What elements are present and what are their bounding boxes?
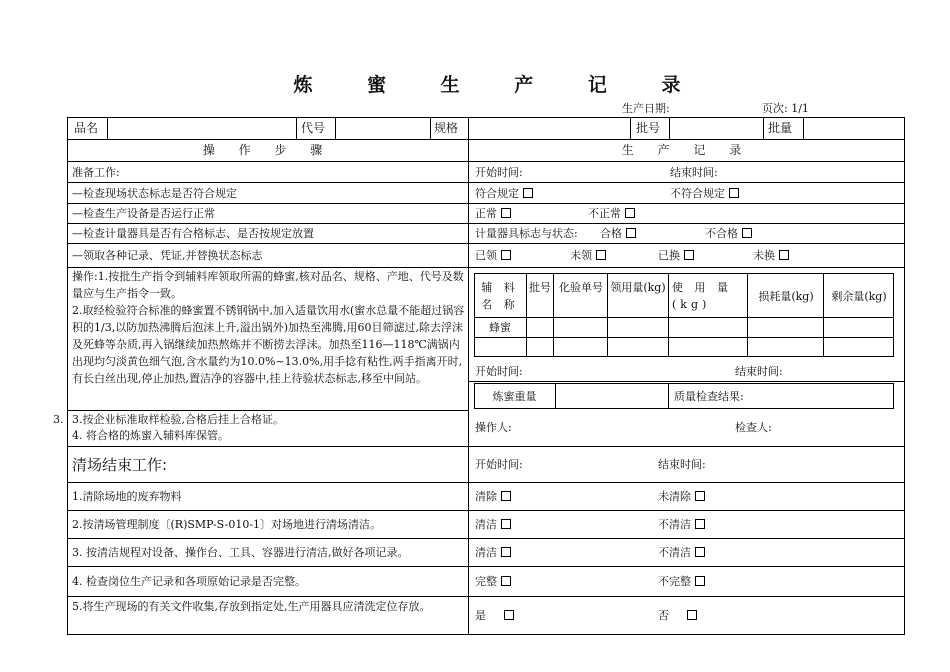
materials-header-lab-no: 化验单号 [559,281,603,294]
checkbox[interactable] [684,250,694,260]
cleanup-yes-option[interactable] [475,575,511,588]
materials-header-loss: 损耗量(kg) [758,290,814,303]
option-label: 清洁 [475,518,497,531]
checkbox[interactable] [687,610,697,620]
material-name-cell: 蜂蜜 [489,321,511,334]
materials-header-material: 辅 料 名 称 [481,281,519,311]
operation-step-4: 4. 将合格的炼蜜入辅料库保管。 [72,429,229,442]
option-label: 完整 [475,575,497,588]
option-label: 否 [658,609,669,622]
option-label: 未领 [570,249,592,262]
option-label: 未清除 [658,490,691,503]
cleanup-end-time-label: 结束时间: [658,458,706,471]
cleanup-yes-option[interactable] [475,490,511,503]
page-title: 炼 蜜 生 产 记 录 [293,74,705,96]
checkbox[interactable] [501,547,511,557]
option-label: 不完整 [658,575,691,588]
received-option[interactable] [475,249,511,262]
cleanup-no-option[interactable] [658,609,697,622]
op-end-time-label: 结束时间: [735,365,783,378]
checkbox[interactable] [695,576,705,586]
checkbox[interactable] [504,610,514,620]
checkbox[interactable] [523,188,533,198]
spec-label: 规格 [434,121,459,135]
prep-item: —检查现场状态标志是否符合规定 [72,187,237,200]
cleanup-item: 1.清除场地的废弃物料 [72,490,182,503]
operation-step-2: 2.取经检验符合标准的蜂蜜置不锈钢锅中,加入适量饮用水(蜜水总量不能超过锅容积的1/3,以防加热沸腾后泡沫上升,溢出锅外)加热至沸腾,用60目筛滤过,除去浮沫及死蜂等杂质,再入锅继续加热熬炼并不断捞去浮沫。加热至116—118℃满锅内出现均匀淡黄色细气泡,含水量约为10.0%~13.0%,用手捻有粘性,两手指离开时,有长白丝出现,停止加热,置洁净的容器中,挂上待验状态标志,移至中间站。 [72,304,465,385]
prep-start-time-label: 开始时间: [475,166,523,179]
cleanup-title: 清场结束工作: [72,456,168,474]
checkbox[interactable] [729,188,739,198]
honey-weight-field[interactable] [556,384,667,408]
unqualified-option[interactable] [705,227,752,240]
option-label: 清除 [475,490,497,503]
inspector-label: 检查人: [735,421,772,434]
cleanup-start-time-label: 开始时间: [475,458,523,471]
batch-qty-label: 批量 [768,121,793,135]
operation-step-1: 操作:1.按批生产指令到辅料库领取所需的蜂蜜,核对品名、规格、产地、代号及数量应与生产指令一致。 [72,270,464,300]
production-record-header: 生 产 记 录 [621,143,752,157]
cleanup-no-option[interactable] [658,546,705,559]
materials-header-remaining: 剩余量(kg) [831,290,887,303]
prep-title: 准备工作: [72,166,120,179]
cleanup-no-option[interactable] [658,490,705,503]
option-label: 合格 [600,227,622,240]
cleanup-yes-option[interactable] [475,546,511,559]
prep-item: —检查生产设备是否运行正常 [72,207,215,220]
option-label: 不清洁 [658,518,691,531]
checkbox[interactable] [779,250,789,260]
operator-label: 操作人: [475,421,512,434]
option-label: 符合规定 [475,187,519,200]
product-name-label: 品名 [74,121,99,135]
prep-item: —领取各种记录、凭证,并替换状态标志 [72,249,263,262]
materials-header-received: 领用量(kg) [610,281,666,294]
option-label: 不正常 [588,207,621,220]
checkbox[interactable] [501,208,511,218]
checkbox[interactable] [596,250,606,260]
replaced-option[interactable] [658,249,694,262]
checkbox[interactable] [501,519,511,529]
checkbox[interactable] [625,208,635,218]
operation-step-3: 3.按企业标准取样检验,合格后挂上合格证。 [72,413,284,426]
compliant-option[interactable] [475,187,533,200]
option-label: 正常 [475,207,497,220]
option-label: 是 [475,609,486,622]
option-label: 清洁 [475,546,497,559]
normal-option[interactable] [475,207,511,220]
checkbox[interactable] [695,491,705,501]
cleanup-item: 3. 按清洁规程对设备、操作台、工具、容器进行清洁,做好各项记录。 [72,546,409,559]
honey-weight-label: 炼蜜重量 [492,390,537,403]
checkbox[interactable] [501,576,511,586]
code-label: 代号 [301,121,326,135]
checkbox[interactable] [742,228,752,238]
option-label: 不符合规定 [670,187,725,200]
cleanup-item: 5.将生产现场的有关文件收集,存放到指定处,生产用器具应清洗定位存放。 [72,600,431,613]
batch-qty-field[interactable] [804,118,904,138]
batch-no-field[interactable] [670,118,762,138]
quality-result-label: 质量检查结果: [674,390,744,403]
not-received-option[interactable] [570,249,606,262]
option-label: 不清洁 [658,546,691,559]
margin-mark: 3. [53,413,64,426]
cleanup-yes-option[interactable] [475,609,514,622]
spec-field[interactable] [469,118,629,138]
checkbox[interactable] [626,228,636,238]
instrument-status-label: 计量器具标志与状态: [475,227,578,240]
page-number: 页次: 1/1 [762,102,809,115]
code-field[interactable] [336,118,429,138]
cleanup-no-option[interactable] [658,575,705,588]
batch-no-label: 批号 [636,121,661,135]
materials-header-used: 使 用 量(kg) [672,281,732,311]
option-label: 已换 [658,249,680,262]
option-label: 未换 [753,249,775,262]
option-label: 不合格 [705,227,738,240]
checkbox[interactable] [501,250,511,260]
cleanup-item: 2.按清场管理制度〔(R)SMP-S-010-1〕对场地进行清场清洁。 [72,518,382,531]
prep-end-time-label: 结束时间: [670,166,718,179]
product-name-field[interactable] [108,118,295,138]
cleanup-item: 4. 检查岗位生产记录和各项原始记录是否完整。 [72,575,306,588]
op-start-time-label: 开始时间: [475,365,523,378]
materials-header-batch: 批号 [529,281,551,294]
cleanup-yes-option[interactable] [475,518,511,531]
operation-steps-header: 操 作 步 骤 [202,143,333,157]
abnormal-option[interactable] [588,207,635,220]
not-replaced-option[interactable] [753,249,789,262]
noncompliant-option[interactable] [670,187,739,200]
checkbox[interactable] [695,519,705,529]
production-date-label: 生产日期: [622,102,670,115]
qualified-option[interactable] [600,227,636,240]
checkbox[interactable] [501,491,511,501]
option-label: 已领 [475,249,497,262]
prep-item: —检查计量器具是否有合格标志、是否按规定放置 [72,227,314,240]
checkbox[interactable] [695,547,705,557]
cleanup-no-option[interactable] [658,518,705,531]
